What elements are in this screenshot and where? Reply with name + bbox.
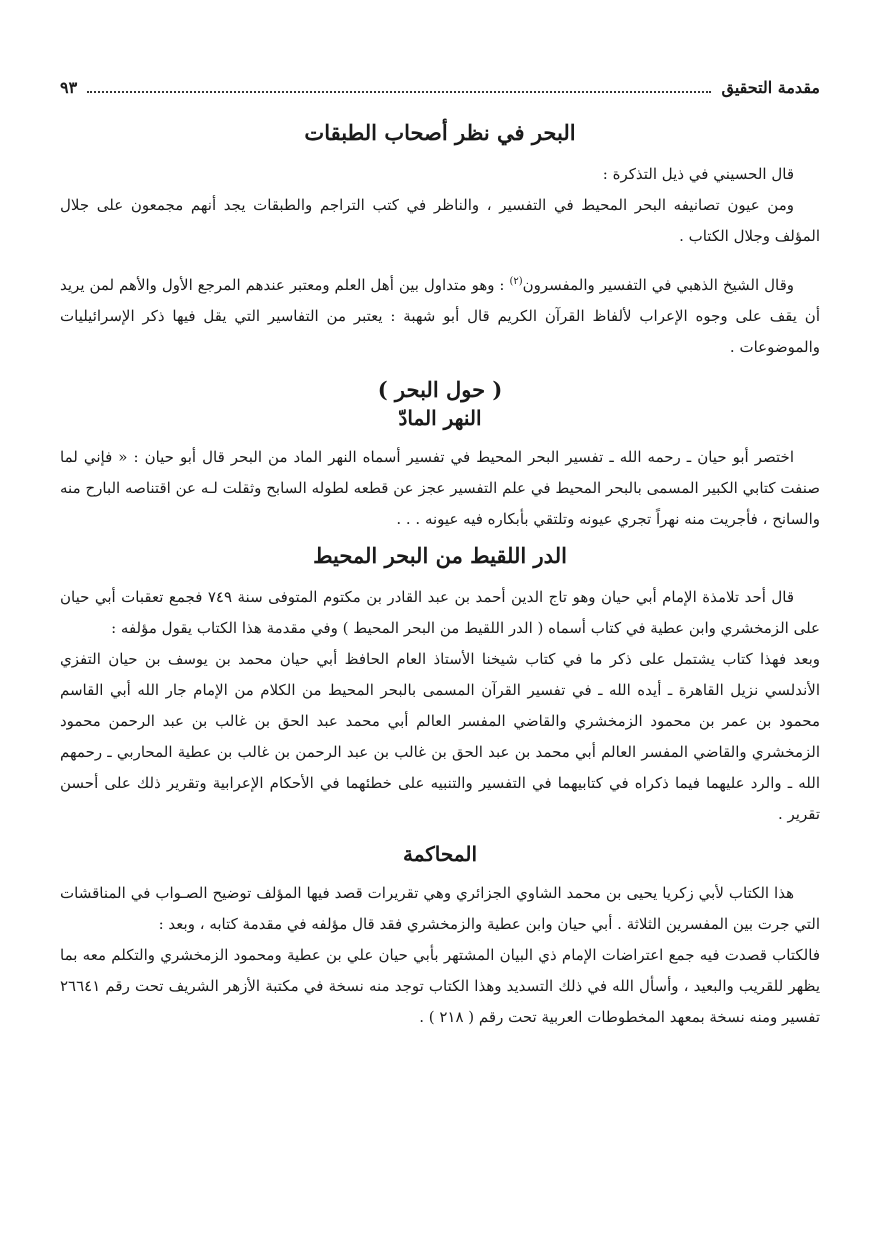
paragraph: هذا الكتاب لأبي زكريا يحيى بن محمد الشاوي الجزائري وهي تقريرات قصد فيها المؤلف توضيح الصـواب في المناقشات التي جرت بين المفسرين الثلاثة . أبي حيان وابن عطية والزمخشري فقد قال مؤلفه في مقدمة كتابه ، وبعد : bbox=[60, 884, 820, 933]
page-number: ٩٣ bbox=[60, 78, 78, 97]
section-heading-almuhakama: المحاكمة bbox=[402, 842, 478, 866]
paragraph: اختصر أبو حيان ـ رحمه الله ـ تفسير البحر المحيط في تفسير أسماه النهر الماد من البحر قال أبو حيان : « فإني لما صنفت كتابي الكبير المسمى بالبحر المحيط في علم التفسير عجز عن قطعه لطوله السابح وثقلت لـه عن اقتناصه البارح منه والسانح ، فأجريت منه نهراً تجري عيونه وتلتقي بأبكاره فيه عيونه . . . bbox=[60, 448, 820, 528]
paragraph-text: وقال الشيخ الذهبي في التفسير والمفسرون bbox=[522, 276, 795, 294]
header-title: مقدمة التحقيق bbox=[721, 78, 820, 97]
section-heading-tabaqat: البحر في نظر أصحاب الطبقات bbox=[304, 120, 576, 145]
paragraph: قال الحسيني في ذيل التذكرة : bbox=[602, 165, 794, 183]
section-subheading-alnahr: النهر المادّ bbox=[398, 406, 482, 430]
section-heading-aldurr: الدر اللقيط من البحر المحيط bbox=[313, 543, 567, 568]
paragraph bbox=[60, 266, 820, 363]
section-heading-hawl-albahr: ( حول البحر ) bbox=[377, 377, 503, 402]
paragraph: وبعد فهذا كتاب يشتمل على ذكر ما في كتاب شيخنا الأستاذ العام الحافظ أبي حيان محمد بن يوسف بن حيان التفزي الأندلسي نزيل القاهرة ـ أيده الله ـ في تفسير القرآن المسمى بالبحر المحيط من الكلام من الإمام جار الله أبي القاسم محمود بن عمر بن محمود الزمخشري والقاضي المفسر العالم أبي محمد عبد الحق بن غالب بن عبد الرحمن محمود الزمخشري والقاضي المفسر العالم أبي محمد بن عبد الحق بن غالب بن عبد الرحمن بن غالب بن عطية المحاربي ـ رحمهم الله ـ والرد عليهما فيما ذكراه في كتابيهما في التفسير والتنبيه على خطئهما في الأحكام الإعرابية وتقرير ذلك على أحسن تقرير . bbox=[60, 650, 821, 823]
paragraph: فالكتاب قصدت فيه جمع اعتراضات الإمام ذي البيان المشتهر بأبي حيان علي بن عطية ومحمود الزمخشري والتكلم معه بما يظهر للقريب والبعيد ، وأسأل الله في ذلك التسديد وهذا الكتاب توجد منه نسخة في مكتبة الأزهر الشريف تحت رقم ٢٦٦٤١ تفسير ومنه نسخة بمعهد المخطوطات العربية تحت رقم ( ٢١٨ ) . bbox=[60, 946, 820, 1026]
header-dot-leader bbox=[87, 90, 711, 93]
running-header bbox=[60, 78, 820, 98]
footnote-marker: (٢) bbox=[509, 276, 523, 287]
paragraph-text: : وهو متداول بين أهل العلم ومعتبر عندهم المرجع الأول والأهم لمن يريد أن يقف على وجوه الإعراب لألفاظ القرآن الكريم قال أبو شهبة : يعتبر من التفاسير التي يقل فيها ذكر الإسرائيليات والموضوعات . bbox=[60, 276, 820, 356]
paragraph: قال أحد تلامذة الإمام أبي حيان وهو تاج الدين أحمد بن عبد القادر بن مكتوم المتوفى سنة ٧٤٩ فجمع تعقبات أبي حيان على الزمخشري وابن عطية في كتاب أسماه ( الدر اللقيط من البحر المحيط ) وفي مقدمة هذا الكتاب يقول مؤلفه : bbox=[60, 588, 820, 637]
book-page bbox=[60, 78, 820, 1033]
paragraph: ومن عيون تصانيفه البحر المحيط في التفسير ، والناظر في كتب التراجم والطبقات يجد أنهم مجمعون على جلال المؤلف وجلال الكتاب . bbox=[60, 196, 820, 245]
